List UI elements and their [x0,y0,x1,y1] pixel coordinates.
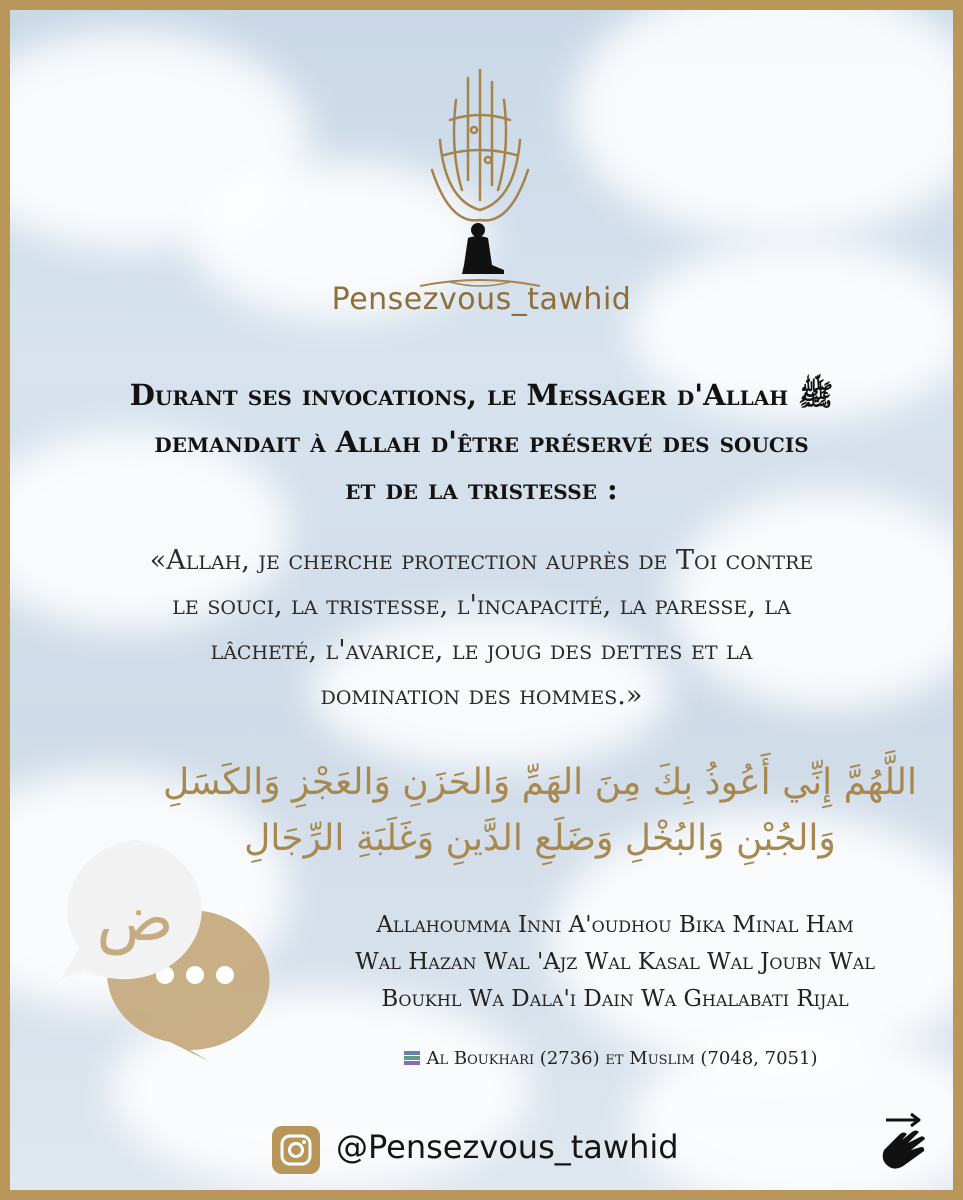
brand-name: Pensezvous_tawhid [331,282,632,317]
books-icon [403,1049,421,1067]
intro-heading [50,372,913,513]
quote-line: le souci, la tristesse, l'incapacité, la paresse, la [172,590,791,621]
arabic-line: وَالجُبْنِ وَالبُخْلِ وَضَلَعِ الدَّينِ وَغَلَبَةِ الرِّجَالِ [244,818,836,859]
swipe-hand-icon [878,1110,934,1176]
french-translation [40,538,923,718]
arabic-letter-dad: ض [96,882,174,956]
instagram-handle[interactable]: @Pensezvous_tawhid [336,1128,679,1166]
post-content [10,10,953,1190]
heading-line: demandait à Allah d'être préservé des soucis [154,425,809,459]
translit-line: Wal Hazan Wal 'Ajz Wal Kasal Wal Joubn Wal [355,949,875,975]
bismillah-calligraphy-icon [410,60,550,290]
hadith-source [310,1048,910,1069]
source-text: Al Boukhari (2736) et Muslim (7048, 7051) [426,1048,818,1069]
quote-line: lâcheté, l'avarice, le joug des dettes et la [210,635,753,666]
quote-line: «Allah, je cherche protection auprès de Toi contre [149,545,814,576]
translit-line: Boukhl Wa Dala'i Dain Wa Ghalabati Rijal [381,986,849,1012]
instagram-icon[interactable] [272,1126,320,1174]
bismillah-logo [410,60,550,290]
speech-bubbles-icon [40,830,290,1060]
transliteration [275,907,955,1018]
translit-line: Allahoumma Inni A'oudhou Bika Minal Ham [376,912,854,938]
arabic-line: اللَّهُمَّ إِنِّي أَعُوذُ بِكَ مِنَ الهَمِّ وَالحَزَنِ وَالعَجْزِ وَالكَسَلِ [162,762,918,803]
heading-line: et de la tristesse : [345,472,618,506]
heading-line: Durant ses invocations, le Messager d'Allah ﷺ [129,378,834,412]
quote-line: domination des hommes.» [320,680,643,711]
